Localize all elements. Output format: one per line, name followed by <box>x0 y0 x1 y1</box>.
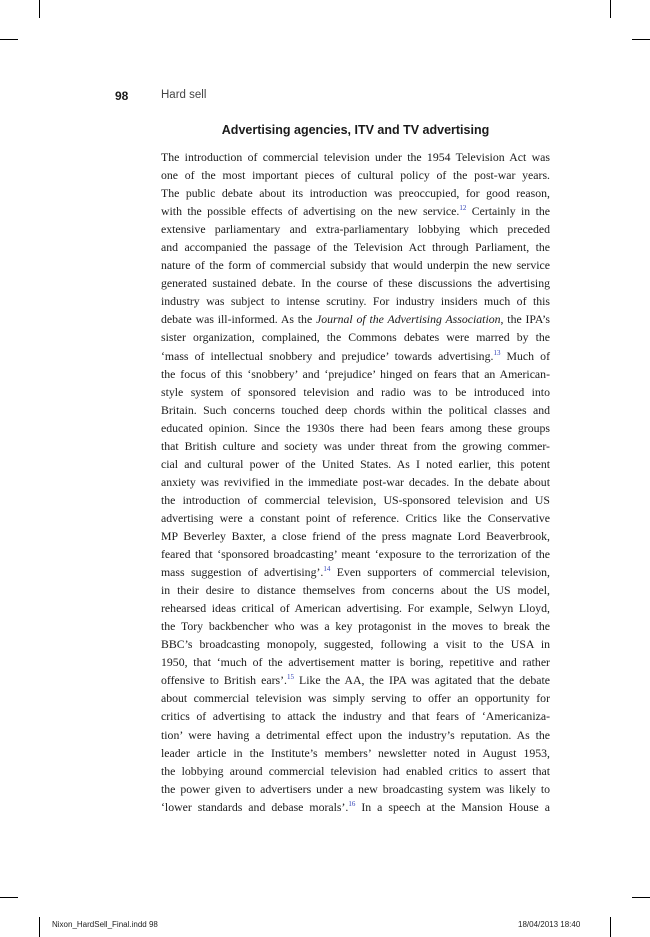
text-line <box>161 220 550 238</box>
text-line <box>161 599 550 617</box>
crop-mark <box>0 39 18 40</box>
line-text: style system of sponsored television and radio was to be introduced into <box>161 384 550 399</box>
text-line <box>161 744 550 762</box>
text-line <box>161 653 550 671</box>
line-text: the focus of this ‘snobbery’ and ‘prejudice’ hinged on fears that an American- <box>161 366 550 381</box>
line-text: the Tory backbencher who was a key protagonist in the moves to break the <box>161 619 550 634</box>
line-text: mass suggestion of advertising’. <box>161 565 324 580</box>
text-line <box>161 419 550 437</box>
body-text <box>161 148 550 816</box>
text-line <box>161 798 550 816</box>
text-line <box>161 762 550 780</box>
text-line <box>161 310 550 328</box>
footnote-ref: 13 <box>493 348 501 357</box>
text-line <box>161 437 550 455</box>
text-line <box>161 328 550 346</box>
text-line <box>161 148 550 166</box>
line-text: cial and cultural power of the United States. As I noted earlier, this potent <box>161 456 550 471</box>
line-text: Like the AA, the IPA was agitated that the debate <box>293 673 550 688</box>
line-text: the introduction of commercial television, US-sponsored television and US <box>161 492 550 507</box>
line-text: industry was subject to intense scrutiny. For industry insiders much of this <box>161 294 550 309</box>
crop-mark <box>610 0 611 18</box>
line-text: ‘mass of intellectual snobbery and prejudice’ towards advertising. <box>161 348 494 363</box>
line-text: about commercial television was simply serving to offer an opportunity for <box>161 691 550 706</box>
text-line <box>161 527 550 545</box>
line-text: The introduction of commercial television under the 1954 Television Act was <box>161 150 550 164</box>
text-line <box>161 166 550 184</box>
crop-mark <box>632 39 650 40</box>
italic-title: Journal of the Advertising Association <box>316 312 501 327</box>
text-line <box>161 184 550 202</box>
text-line <box>161 292 550 310</box>
line-text: tion’ were having a detrimental effect upon the industry’s reputation. As the <box>161 727 550 742</box>
line-text: offensive to British ears’. <box>161 673 287 688</box>
footnote-ref: 14 <box>323 565 331 574</box>
line-text: generated sustained debate. In the course of these discussions the advertising <box>161 276 550 291</box>
line-text: the lobbying around commercial television had enabled critics to assert that <box>161 763 550 778</box>
text-line <box>161 365 550 383</box>
line-text: critics of advertising to attack the industry and that fears of ‘Americaniza- <box>161 709 550 724</box>
text-line <box>161 491 550 509</box>
slug-filename: Nixon_HardSell_Final.indd 98 <box>52 920 158 929</box>
text-line <box>161 780 550 798</box>
text-line <box>161 238 550 256</box>
line-text: one of the most important pieces of cultural policy of the post-war years. <box>161 168 550 183</box>
text-line <box>161 545 550 563</box>
line-text: anxiety was revivified in the immediate post-war decades. In the debate about <box>161 474 550 489</box>
crop-mark <box>632 897 650 898</box>
text-line <box>161 202 550 220</box>
text-line <box>161 671 550 689</box>
line-text: the power given to advertisers under a new broadcasting system was likely to <box>161 781 550 796</box>
line-text: MP Beverley Baxter, a close friend of the press magnate Lord Beaverbrook, <box>161 528 550 543</box>
line-text: debate was ill-informed. As the <box>161 312 316 327</box>
line-text: In a speech at the Mansion House a <box>355 799 550 814</box>
page-number: 98 <box>115 89 129 103</box>
line-text: educated opinion. Since the 1930s there had been fears among these groups <box>161 420 550 435</box>
text-line <box>161 635 550 653</box>
line-text: and accompanied the passage of the Television Act through Parliament, the <box>161 240 550 255</box>
text-line <box>161 726 550 744</box>
footnote-ref: 16 <box>348 799 356 808</box>
crop-mark <box>39 917 40 937</box>
text-line <box>161 383 550 401</box>
line-text: Much of <box>500 348 550 363</box>
text-line <box>161 455 550 473</box>
line-text: that British culture and society was under threat from the growing commer- <box>161 438 550 453</box>
crop-mark <box>39 0 40 18</box>
line-text: with the possible effects of advertising on the new service. <box>161 204 460 219</box>
crop-mark <box>610 917 611 937</box>
line-text: Britain. Such concerns touched deep chords within the political classes and <box>161 402 550 417</box>
crop-mark <box>0 897 18 898</box>
line-text: Certainly in the <box>466 204 550 219</box>
text-line <box>161 581 550 599</box>
line-text: Even supporters of commercial television, <box>330 565 550 580</box>
text-line <box>161 473 550 491</box>
section-heading: Advertising agencies, ITV and TV advertising <box>221 123 490 137</box>
text-line <box>161 347 550 365</box>
line-text: BBC’s broadcasting monopoly, suggested, following a visit to the USA in <box>161 637 550 652</box>
line-text: ‘lower standards and debase morals’. <box>161 799 349 814</box>
line-text: , the IPA’s <box>500 312 550 327</box>
line-text: extensive parliamentary and extra-parliamentary lobbying which preceded <box>161 222 550 237</box>
line-text: in their desire to distance themselves from concerns about the US model, <box>161 583 550 598</box>
line-text: The public debate about its introduction was preoccupied, for good reason, <box>161 186 550 201</box>
text-line <box>161 617 550 635</box>
running-head: Hard sell <box>161 89 207 101</box>
line-text: rehearsed ideas critical of American advertising. For example, Selwyn Lloyd, <box>161 601 550 616</box>
line-text: sister organization, complained, the Commons debates were marred by the <box>161 330 550 345</box>
text-line <box>161 256 550 274</box>
footnote-ref: 12 <box>459 204 467 213</box>
text-line <box>161 274 550 292</box>
text-line <box>161 563 550 581</box>
line-text: 1950, that ‘much of the advertisement matter is boring, repetitive and rather <box>161 655 550 670</box>
slug-timestamp: 18/04/2013 18:40 <box>518 920 581 929</box>
footnote-ref: 15 <box>286 673 294 682</box>
line-text: nature of the form of commercial subsidy that would underpin the new service <box>161 258 550 273</box>
text-line <box>161 509 550 527</box>
line-text: advertising were a constant point of reference. Critics like the Conservative <box>161 510 550 525</box>
text-line <box>161 689 550 707</box>
line-text: feared that ‘sponsored broadcasting’ meant ‘exposure to the terrorization of the <box>161 547 550 562</box>
line-text: leader article in the Institute’s members’ newsletter noted in August 1953, <box>161 745 550 760</box>
text-line <box>161 401 550 419</box>
text-line <box>161 707 550 725</box>
